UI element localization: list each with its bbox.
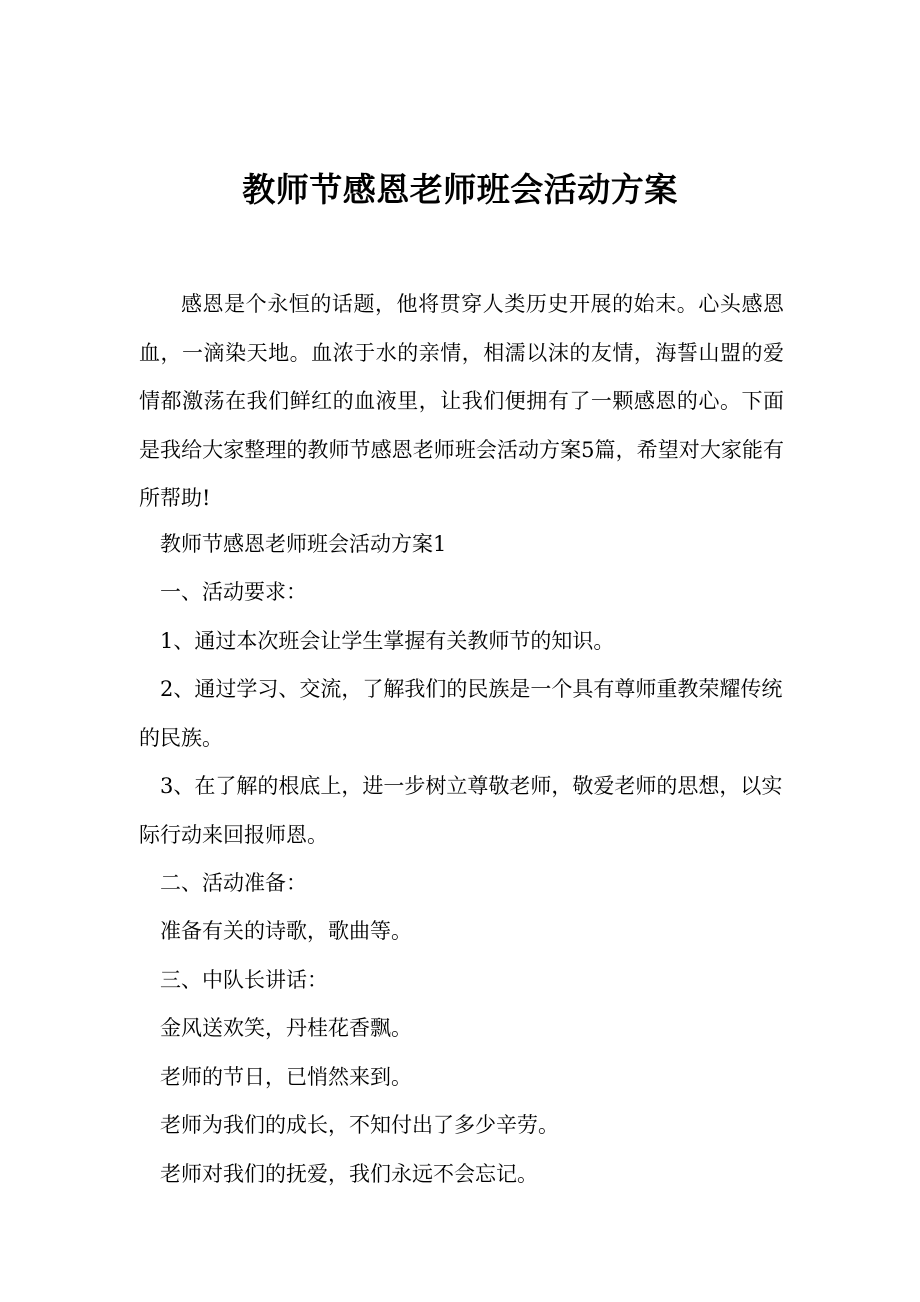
paragraph: 老师的节日，已悄然来到。 <box>160 1065 412 1089</box>
document-title: 教师节感恩老师班会活动方案 <box>242 170 678 210</box>
paragraph: 老师为我们的成长，不知付出了多少辛劳。 <box>160 1113 559 1137</box>
list-item: 1、通过本次班会让学生掌握有关教师节的知识。 <box>160 629 615 653</box>
section-heading: 三、中队长讲话： <box>160 968 328 992</box>
paragraph: 准备有关的诗歌，歌曲等。 <box>160 919 412 943</box>
paragraph: 老师对我们的抚爱，我们永远不会忘记。 <box>160 1162 538 1186</box>
paragraph: 金风送欢笑，丹桂花香飘。 <box>160 1016 412 1040</box>
list-item: 2、通过学习、交流，了解我们的民族是一个具有尊师重教荣耀传统的民族。 <box>139 677 783 750</box>
intro-paragraph: 感恩是个永恒的话题，他将贯穿人类历史开展的始末。心头感恩血，一滴染天地。血浓于水的亲情，相濡以沫的友情，海誓山盟的爱情都激荡在我们鲜红的血液里，让我们便拥有了一颗感恩的心。下面是我给大家整理的教师节感恩老师班会活动方案5篇，希望对大家能有所帮助! <box>139 292 784 511</box>
section-heading: 教师节感恩老师班会活动方案1 <box>160 532 447 556</box>
section-heading: 二、活动准备： <box>160 871 307 895</box>
list-item: 3、在了解的根底上，进一步树立尊敬老师，敬爱老师的思想，以实际行动来回报师恩。 <box>139 774 783 847</box>
section-heading: 一、活动要求： <box>160 580 307 604</box>
